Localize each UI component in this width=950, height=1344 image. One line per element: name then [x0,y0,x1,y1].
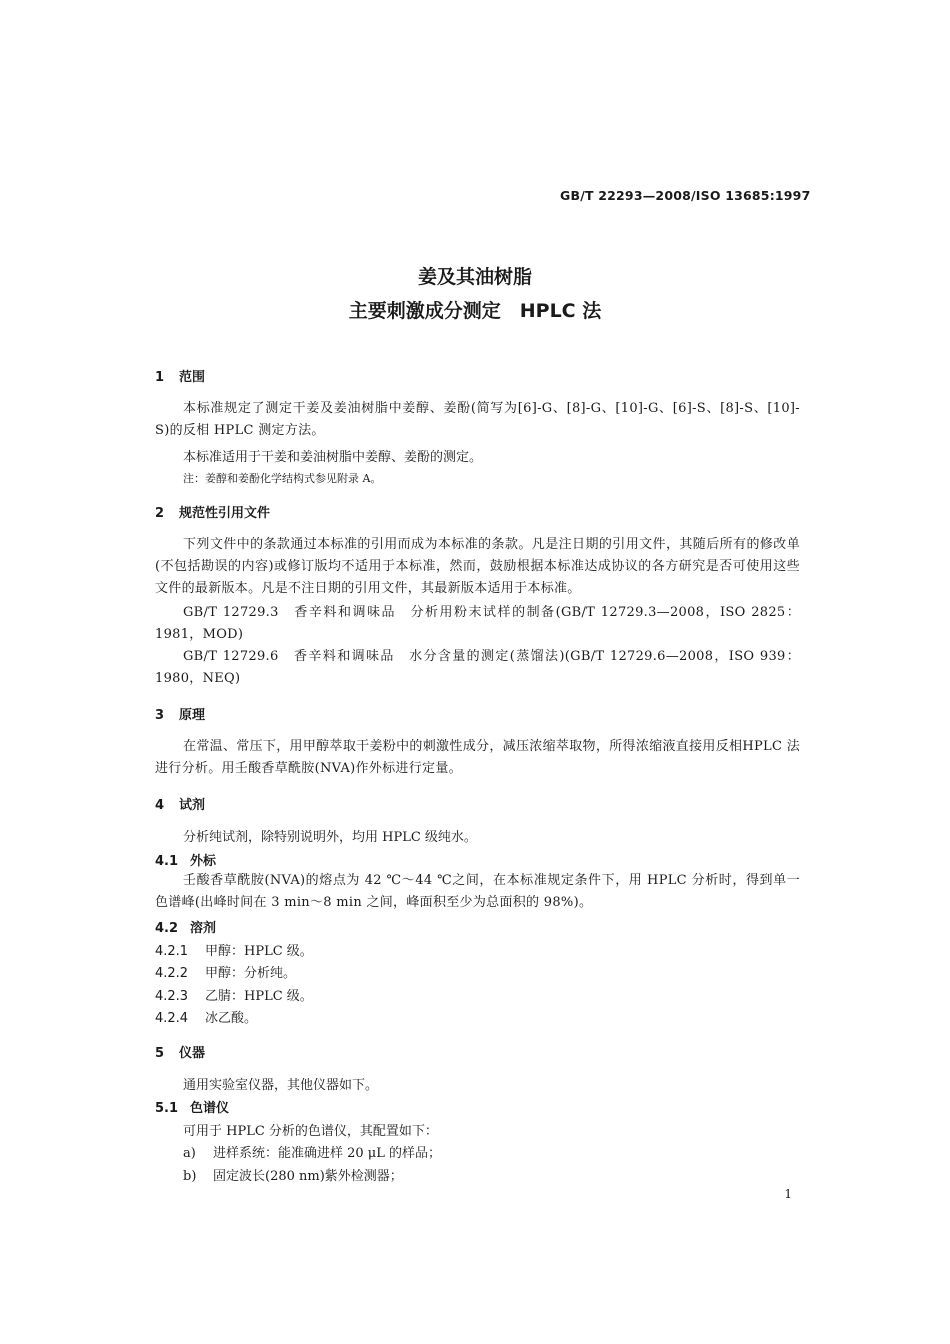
section-4-heading [155,794,205,813]
title-line-1: 姜及其油树脂 [417,266,532,288]
section-title: 仪器 [179,1046,206,1061]
item-text: 冰乙酸。 [205,1011,258,1026]
section-1-paragraph-1: 本标准规定了测定干姜及姜油树脂中姜醇、姜酚(简写为[6]-G、[8]-G、[10]-G、[6]-S、[8]-S、[10]-S)的反相 HPLC 测定方法。 [155,401,800,438]
list-item [155,962,296,981]
list-item [183,1142,441,1161]
item-text: 固定波长(280 nm)紫外检测器； [213,1169,403,1184]
section-title: 原理 [179,708,206,723]
subsection-number: 4.2 [155,921,179,936]
section-3-paragraph: 在常温、常压下，用甲醇萃取干姜粉中的刺激性成分，减压浓缩萃取物，所得浓缩液直接用反相HPLC 法进行分析。用壬酸香草酰胺(NVA)作外标进行定量。 [155,739,800,776]
section-3-heading [155,704,205,723]
list-item [155,940,313,959]
section-2-paragraph: 下列文件中的条款通过本标准的引用而成为本标准的条款。凡是注日期的引用文件，其随后所有的修改单(不包括勘误的内容)或修订版均不适用于本标准，然而，鼓励根据本标准达成协议的各方研究是否可使用这些文件的最新版本。凡是不注日期的引用文件，其最新版本适用于本标准。 [155,537,800,596]
section-4-paragraph: 分析纯试剂，除特别说明外，均用 HPLC 级纯水。 [183,830,477,845]
section-title: 规范性引用文件 [179,506,271,521]
page-number: 1 [784,1187,792,1201]
subsection-4-2-heading [155,917,216,936]
title-line-2: 主要刺激成分测定 HPLC 法 [348,300,602,322]
subsection-5-1-heading [155,1097,229,1116]
reference-1: GB/T 12729.3 香辛料和调味品 分析用粉末试样的制备(GB/T 12729.3—2008，ISO 2825：1981，MOD) [155,605,800,642]
subsection-4-1-paragraph: 壬酸香草酰胺(NVA)的熔点为 42 ℃～44 ℃之间，在本标准规定条件下，用 HPLC 分析时，得到单一色谱峰(出峰时间在 3 min～8 min 之间，峰面积至少为总面积的 98%)。 [155,873,800,910]
item-text: 甲醇：HPLC 级。 [205,944,313,959]
item-text: 乙腈：HPLC 级。 [205,989,313,1004]
item-number: 4.2.4 [155,1011,189,1026]
subsection-5-1-paragraph: 可用于 HPLC 分析的色谱仪，其配置如下： [183,1124,438,1139]
section-title: 试剂 [179,798,206,813]
subsection-number: 5.1 [155,1101,179,1116]
standard-number: GB/T 22293—2008/ISO 13685:1997 [560,188,811,203]
item-number: 4.2.2 [155,966,189,981]
section-1-note: 注：姜醇和姜酚化学结构式参见附录 A。 [183,472,382,485]
subsection-title: 溶剂 [190,921,217,936]
section-5-paragraph: 通用实验室仪器，其他仪器如下。 [183,1078,379,1093]
section-1-paragraph-2: 本标准适用于干姜和姜油树脂中姜醇、姜酚的测定。 [183,450,483,465]
reference-2: GB/T 12729.6 香辛料和调味品 水分含量的测定(蒸馏法)(GB/T 12729.6—2008，ISO 939：1980，NEQ) [155,649,800,686]
section-number: 3 [155,708,165,723]
list-item [183,1165,403,1184]
item-text: 甲醇：分析纯。 [205,966,297,981]
section-5-heading [155,1042,205,1061]
item-number: 4.2.3 [155,989,189,1004]
section-2-heading [155,502,270,521]
item-label: b) [183,1169,197,1184]
subsection-4-1-heading [155,850,216,869]
subsection-number: 4.1 [155,854,179,869]
item-label: a) [183,1146,196,1161]
subsection-title: 外标 [190,854,217,869]
section-title: 范围 [179,370,206,385]
section-number: 2 [155,506,165,521]
section-1-heading [155,366,205,385]
item-text: 进样系统：能准确进样 20 μL 的样品； [213,1146,442,1161]
section-number: 4 [155,798,165,813]
subsection-title: 色谱仪 [190,1101,230,1116]
section-number: 5 [155,1046,165,1061]
list-item [155,985,313,1004]
list-item [155,1007,257,1026]
item-number: 4.2.1 [155,944,189,959]
section-number: 1 [155,370,165,385]
